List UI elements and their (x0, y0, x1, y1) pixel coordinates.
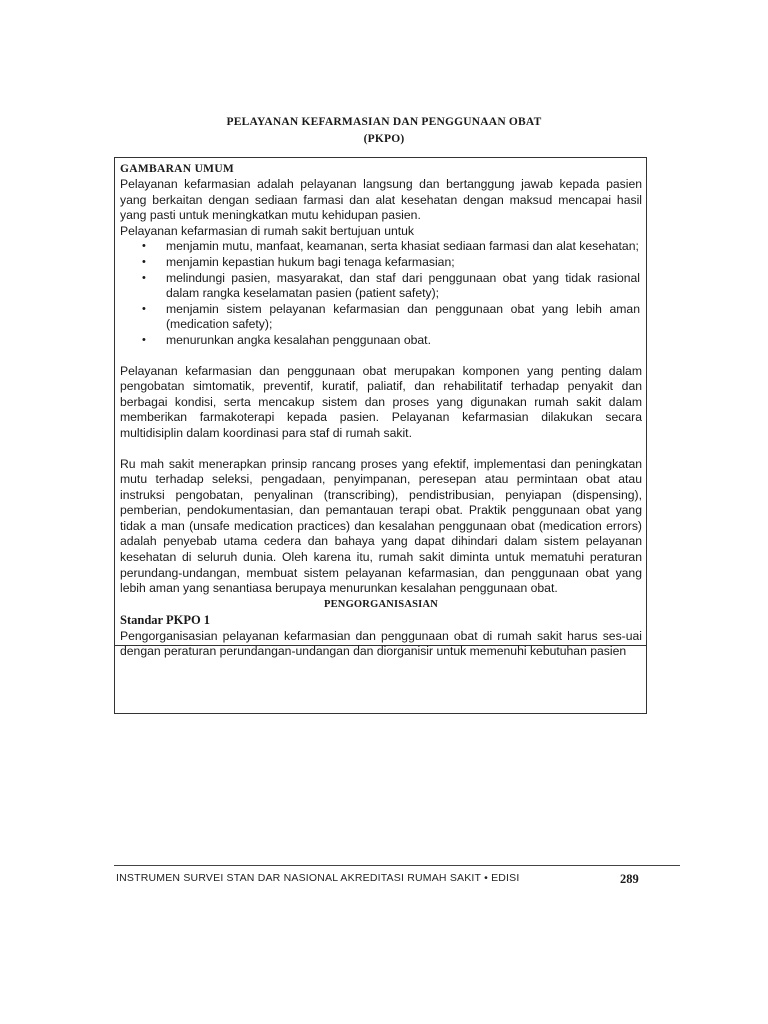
gambaran-heading: GAMBARAN UMUM (120, 163, 235, 175)
document-title (0, 114, 768, 148)
page-number: 289 (620, 872, 639, 886)
bullet-icon: • (142, 333, 146, 346)
goals-list (120, 239, 642, 348)
bullet-icon: • (142, 255, 146, 268)
title-line-2: (PKPO) (363, 133, 405, 145)
standar-text: Pengorganisasian pelayanan kefarmasian dan penggunaan obat di rumah sakit harus ses-uai dengan peraturan perundangan-undangan dan diorganisir untuk memenuhi kebutuhan pasien (120, 628, 642, 659)
gambaran-paragraph-4: Ru mah sakit menerapkan prinsip rancang proses yang efektif, implementasi dan peningkatan mutu terhadap seleksi, pengadaan, penyimpanan, peresepan atau permintaan obat atau instruksi pengobatan, penyalinan (transcribing), pendistribusian, penyiapan (dispensing), pemberian, pendokumentasian, dan pemantauan terapi obat. Praktik penggunaan obat yang tidak a man (unsafe medication practices) dan kesalahan penggunaan obat (medication errors) adalah penyebab utama cedera dan bahaya yang dapat dihindari dalam sistem pelayanan kesehatan di seluruh dunia. Oleh karena itu, rumah sakit diminta untuk mematuhi peraturan perundang-undangan, membuat sistem pelayanan kefarmasian, dan penggunaan obat yang lebih aman yang senantiasa berupaya menurunkan kesalahan penggunaan obat. (120, 456, 642, 596)
spacer (120, 349, 642, 364)
goal-item (120, 333, 642, 349)
goal-text: menjamin sistem pelayanan kefarmasian dan penggunaan obat yang lebih aman (medication safety); (166, 301, 640, 332)
standar-heading: Standar PKPO 1 (120, 612, 211, 627)
bullet-icon: • (142, 302, 146, 315)
goal-item (120, 239, 642, 255)
goal-text: menjamin mutu, manfaat, keamanan, serta khasiat sediaan farmasi dan alat kesehatan; (166, 239, 639, 254)
bullet-icon: • (142, 240, 146, 253)
pengorganisasian-heading: PENGORGANISASIAN (323, 598, 439, 610)
title-line-1: PELAYANAN KEFARMASIAN DAN PENGGUNAAN OBAT (226, 116, 542, 128)
goal-item (120, 302, 642, 333)
bullet-icon: • (142, 271, 146, 284)
footer-divider (114, 865, 680, 866)
goal-item (120, 271, 642, 302)
goal-text: menjamin kepastian hukum bagi tenaga kefarmasian; (166, 254, 455, 269)
content-body (120, 162, 642, 660)
spacer (120, 442, 642, 457)
gambaran-paragraph-2: Pelayanan kefarmasian di rumah sakit bertujuan untuk (120, 223, 415, 238)
gambaran-paragraph-1: Pelayanan kefarmasian adalah pelayanan langsung dan bertanggung jawab kepada pasien yang berkaitan dengan sediaan farmasi dan alat kesehatan dengan maksud mencapai hasil yang pasti untuk meningkatkan mutu kehidupan pasien. (120, 177, 642, 223)
gambaran-paragraph-3: Pelayanan kefarmasian dan penggunaan obat merupakan komponen yang penting dalam pengobatan simtomatik, preventif, kuratif, paliatif, dan rehabilitatif terhadap penyakit dan berbagai kondisi, serta mencakup sistem dan proses yang digunakan rumah sakit dalam memberikan farmakoterapi kepada pasien. Pelayanan kefarmasian dilakukan secara multidisiplin dalam koordinasi para staf di rumah sakit. (120, 363, 642, 440)
footer-text: INSTRUMEN SURVEI STAN DAR NASIONAL AKREDITASI RUMAH SAKIT • EDISI (116, 872, 520, 884)
goal-text: menurunkan angka kesalahan penggunaan obat. (166, 332, 431, 347)
goal-item (120, 255, 642, 271)
goal-text: melindungi pasien, masyarakat, dan staf dari penggunaan obat yang tidak rasional dalam rangka keselamatan pasien (patient safety); (166, 270, 640, 301)
